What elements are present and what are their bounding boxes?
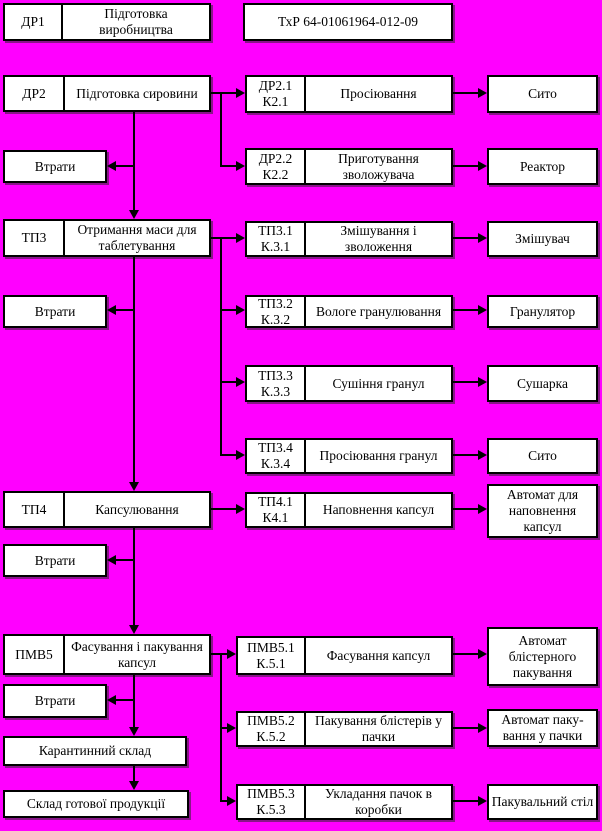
operation-box-pmv5-3 bbox=[236, 784, 453, 820]
equipment-box-pmv5-3: Пакувальний стіл bbox=[487, 784, 598, 820]
operation-code-line1: ДР2.2 bbox=[258, 150, 293, 166]
flow-line bbox=[220, 92, 222, 167]
flow-line bbox=[220, 309, 237, 311]
operation-box-pmv5-2 bbox=[236, 711, 453, 747]
flow-arrowhead bbox=[236, 377, 245, 387]
operation-code-tp3-2 bbox=[247, 297, 306, 326]
operation-code-dr2-2 bbox=[247, 150, 306, 183]
operation-box-tp3-3 bbox=[245, 365, 453, 402]
operation-code-line1: ТП3.4 bbox=[258, 440, 293, 455]
flow-line bbox=[115, 309, 135, 311]
operation-code-tp4-1 bbox=[247, 494, 306, 526]
flow-arrowhead bbox=[107, 555, 116, 565]
stage-name-pmv5: Фасування і пакування капсул bbox=[71, 638, 203, 670]
equipment-box-dr2-2: Реактор bbox=[487, 148, 598, 185]
operation-name-pmv5-3: Укладання пачок в коробки bbox=[324, 786, 433, 817]
flow-line bbox=[115, 699, 135, 701]
operation-code-line2: К.5.1 bbox=[256, 655, 286, 671]
equipment-box-tp3-4: Сито bbox=[487, 438, 598, 474]
doc-number-box: ТхР 64-01061964-012-09 bbox=[243, 3, 453, 41]
operation-box-tp3-2 bbox=[245, 295, 453, 328]
operation-code-line2: К4.1 bbox=[262, 510, 289, 525]
operation-code-line1: ДР2.1 bbox=[258, 78, 293, 93]
stage-name-tp3: Отримання маси для таблетування bbox=[77, 222, 197, 253]
operation-code-line2: К.3.3 bbox=[260, 383, 291, 399]
equipment-box-tp3-3: Сушарка bbox=[487, 365, 598, 402]
flow-line bbox=[453, 800, 478, 802]
flow-arrowhead bbox=[236, 233, 245, 243]
flow-arrowhead bbox=[227, 796, 236, 806]
operation-code-pmv5-2 bbox=[238, 713, 306, 745]
flow-arrowhead bbox=[227, 723, 236, 733]
stage-code-tp3: ТП3 bbox=[5, 221, 65, 255]
operation-name-tp3-2: Вологе гранулювання bbox=[315, 303, 442, 319]
flow-arrowhead bbox=[478, 450, 487, 460]
flow-arrowhead bbox=[236, 450, 245, 460]
operation-box-tp3-4 bbox=[245, 438, 453, 474]
flow-arrowhead bbox=[478, 88, 487, 98]
flow-line bbox=[133, 766, 135, 781]
flow-arrowhead bbox=[478, 504, 487, 514]
flow-line bbox=[211, 237, 237, 239]
stage-box-tp4 bbox=[3, 491, 211, 528]
operation-code-line1: ПМВ5.2 bbox=[247, 713, 295, 728]
losses-box-4: Втрати bbox=[3, 684, 107, 718]
operation-code-line2: К2.1 bbox=[262, 94, 289, 109]
operation-code-line2: К.3.2 bbox=[260, 311, 291, 327]
operation-box-tp4-1 bbox=[245, 492, 453, 528]
losses-box-2: Втрати bbox=[3, 295, 107, 328]
flow-arrowhead bbox=[478, 161, 487, 171]
flow-line bbox=[220, 237, 222, 456]
equipment-box-tp3-2: Гранулятор bbox=[487, 295, 598, 328]
flow-line bbox=[453, 381, 478, 383]
operation-code-line1: ТП4.1 bbox=[258, 494, 293, 509]
operation-code-tp3-1 bbox=[247, 223, 306, 255]
operation-code-line2: К.3.4 bbox=[260, 456, 291, 471]
flow-line bbox=[453, 727, 478, 729]
flow-line bbox=[453, 92, 478, 94]
operation-box-dr2-1 bbox=[245, 75, 453, 113]
flow-line bbox=[211, 508, 237, 510]
quarantine-storage-box: Карантинний склад bbox=[3, 736, 187, 766]
flow-line bbox=[453, 653, 478, 655]
operation-code-tp3-3 bbox=[247, 367, 306, 400]
operation-code-line1: ПМВ5.3 bbox=[247, 786, 295, 801]
operation-code-line2: К2.2 bbox=[262, 166, 289, 182]
flow-line bbox=[220, 454, 237, 456]
operation-name-tp3-1: Змішування і зволоження bbox=[340, 223, 417, 254]
operation-box-pmv5-1 bbox=[236, 636, 453, 675]
equipment-box-pmv5-1: Автомат блістерного пакування bbox=[487, 627, 598, 686]
operation-code-tp3-4 bbox=[247, 440, 306, 472]
flow-arrowhead bbox=[129, 210, 139, 219]
operation-name-dr2-2: Приготування зволожувача bbox=[338, 150, 419, 182]
operation-name-dr2-1: Просіювання bbox=[340, 86, 417, 101]
flow-arrowhead bbox=[478, 723, 487, 733]
flow-line bbox=[115, 559, 135, 561]
stage-box-pmv5 bbox=[3, 634, 211, 675]
flow-arrowhead bbox=[107, 161, 116, 171]
losses-box-1: Втрати bbox=[3, 150, 107, 183]
flow-line bbox=[133, 257, 135, 482]
flow-line bbox=[220, 381, 237, 383]
operation-name-tp3-3: Сушіння гранул bbox=[332, 375, 425, 391]
equipment-box-dr2-1: Сито bbox=[487, 75, 598, 113]
operation-name-tp3-4: Просіювання гранул bbox=[319, 448, 438, 463]
flow-line bbox=[453, 508, 478, 510]
operation-name-tp4-1: Наповнення капсул bbox=[322, 502, 435, 517]
flow-line bbox=[211, 92, 237, 94]
stage-code-tp4: ТП4 bbox=[5, 493, 65, 526]
flow-arrowhead bbox=[129, 727, 139, 736]
operation-code-pmv5-1 bbox=[238, 638, 306, 673]
operation-name-pmv5-1: Фасування капсул bbox=[326, 647, 431, 663]
stage-code-pmv5: ПМВ5 bbox=[5, 636, 65, 673]
flow-arrowhead bbox=[236, 161, 245, 171]
flow-arrowhead bbox=[227, 649, 236, 659]
flow-arrowhead bbox=[236, 305, 245, 315]
operation-code-line1: ПМВ5.1 bbox=[247, 639, 295, 655]
flow-arrowhead bbox=[107, 305, 116, 315]
flow-line bbox=[453, 237, 478, 239]
flow-arrowhead bbox=[129, 781, 139, 790]
operation-code-dr2-1 bbox=[247, 77, 306, 111]
operation-code-line1: ТП3.1 bbox=[258, 223, 293, 238]
stage-code-dr2: ДР2 bbox=[5, 77, 65, 110]
flow-line bbox=[115, 165, 135, 167]
equipment-box-pmv5-2: Автомат паку-вання у пачки bbox=[487, 709, 598, 747]
finished-goods-storage-box: Склад готової продукції bbox=[3, 790, 189, 818]
operation-code-line1: ТП3.3 bbox=[258, 367, 293, 383]
flow-arrowhead bbox=[236, 88, 245, 98]
flow-arrowhead bbox=[129, 625, 139, 634]
operation-box-dr2-2 bbox=[245, 148, 453, 185]
flow-line bbox=[453, 309, 478, 311]
flow-arrowhead bbox=[478, 305, 487, 315]
flow-arrowhead bbox=[236, 504, 245, 514]
flow-arrowhead bbox=[107, 695, 116, 705]
stage-box-tp3 bbox=[3, 219, 211, 257]
equipment-box-tp4-1: Автомат для наповнення капсул bbox=[487, 484, 598, 538]
flow-line bbox=[133, 675, 135, 727]
operation-name-pmv5-2: Пакування блістерів у пачки bbox=[315, 713, 442, 744]
flow-arrowhead bbox=[129, 482, 139, 491]
operation-code-line1: ТП3.2 bbox=[258, 295, 293, 311]
operation-code-pmv5-3 bbox=[238, 786, 306, 818]
flow-arrowhead bbox=[478, 377, 487, 387]
flow-line bbox=[453, 454, 478, 456]
stage-code-dr1: ДР1 bbox=[5, 5, 63, 39]
equipment-box-tp3-1: Змішувач bbox=[487, 221, 598, 257]
stage-name-dr1: Підготовка виробництва bbox=[99, 6, 173, 37]
losses-box-3: Втрати bbox=[3, 544, 107, 577]
flow-arrowhead bbox=[478, 796, 487, 806]
flow-line bbox=[133, 528, 135, 625]
stage-name-dr2: Підготовка сировини bbox=[76, 85, 198, 101]
flow-line bbox=[220, 165, 237, 167]
operation-box-tp3-1 bbox=[245, 221, 453, 257]
flow-line bbox=[133, 112, 135, 210]
stage-box-dr2 bbox=[3, 75, 211, 112]
operation-code-line2: К.5.3 bbox=[256, 802, 286, 817]
flow-line bbox=[453, 165, 478, 167]
stage-box-dr1 bbox=[3, 3, 211, 41]
operation-code-line2: К.5.2 bbox=[256, 729, 286, 744]
operation-code-line2: К.3.1 bbox=[260, 239, 291, 254]
flow-arrowhead bbox=[478, 233, 487, 243]
flow-arrowhead bbox=[478, 649, 487, 659]
stage-name-tp4: Капсулювання bbox=[95, 501, 179, 517]
